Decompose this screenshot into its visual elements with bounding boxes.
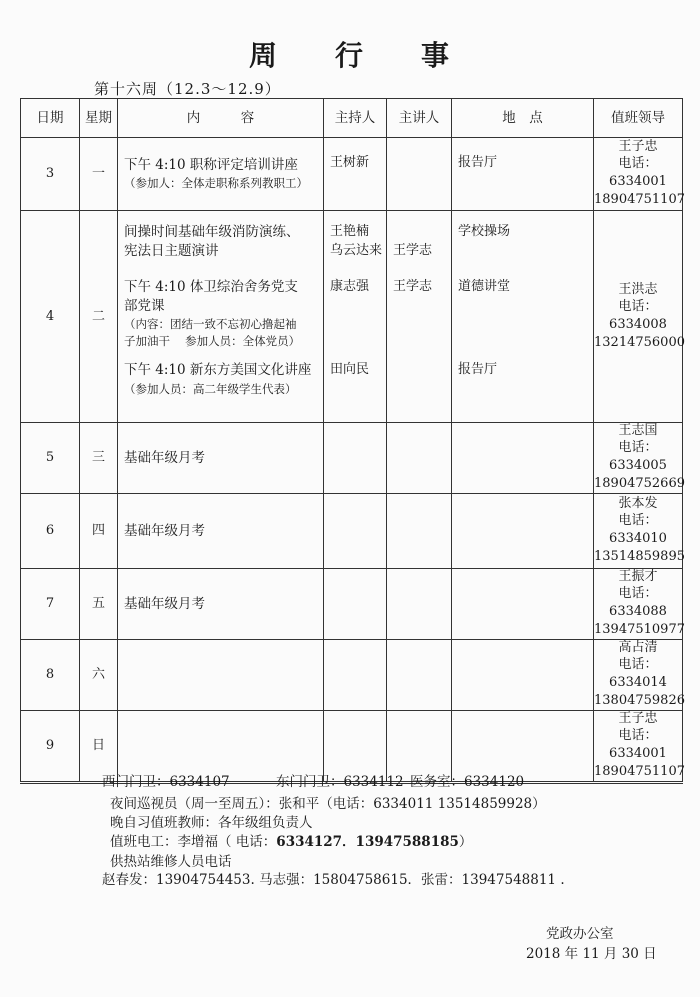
schedule-table: [20, 98, 683, 784]
duty-phone-label: 电话：: [618, 298, 658, 314]
weekday-cell: 五: [80, 569, 118, 640]
duty-name: 王子忠: [618, 139, 658, 154]
date-cell: 5: [21, 423, 80, 494]
speaker-cell: [387, 423, 452, 494]
title-char-1: 周: [248, 39, 279, 72]
duty-tel: 6334014: [609, 675, 667, 690]
date-cell: 4: [21, 211, 80, 423]
location-cell: [452, 494, 594, 569]
event-title: 间操时间基础年级消防演练、: [124, 224, 300, 240]
duty-mobile: 13947510977: [594, 622, 685, 637]
event-note-cont: 子加油干 参加人员：全体党员）: [124, 334, 301, 348]
heating-repair-title: 供热站维修人员电话: [110, 854, 232, 870]
duty-cell: [594, 640, 683, 711]
weekday-cell: 四: [80, 494, 118, 569]
content-cell: [118, 640, 324, 711]
duty-phone-label: 电话：: [618, 657, 658, 672]
duty-name: 王志国: [618, 423, 658, 438]
host-name: 康志强: [330, 279, 370, 294]
location-cell: [452, 569, 594, 640]
location-cell: [452, 423, 594, 494]
issue-date: 2018 年 11 月 30 日: [526, 946, 657, 962]
speaker-cell: [387, 569, 452, 640]
header-content: 内 容: [118, 99, 324, 138]
duty-tel: 6334005: [609, 458, 667, 473]
duty-name: 高占清: [618, 640, 658, 655]
duty-mobile: 13804759826: [594, 693, 685, 708]
duty-tel: 6334001: [609, 174, 667, 189]
table-row: [21, 640, 683, 711]
event-title: 下午 4:10 体卫综治舍务党支: [124, 279, 298, 295]
duty-cell: [594, 711, 683, 783]
duty-tel: 6334008: [609, 316, 667, 332]
electrician-phones: 6334127．13947588185: [276, 834, 459, 850]
electrician-close: ）: [458, 834, 473, 850]
west-gate-phone: 西门门卫：6334107: [102, 774, 230, 790]
host-name: 乌云达来: [330, 243, 383, 258]
table-row: [21, 494, 683, 569]
night-patrol-info: 夜间巡视员（周一至周五）：张和平（电话：6334011 13514859928）: [110, 796, 546, 812]
location-cell: [452, 211, 594, 423]
east-gate-phone: 东门门卫：6334112: [276, 774, 404, 790]
heating-repair-contacts: 赵春发：13904754453. 马志强：15804758615．张雷：13947548811 .: [102, 872, 565, 888]
location-cell: [452, 640, 594, 711]
office-signature: 党政办公室: [546, 926, 614, 942]
host-cell: [324, 423, 387, 494]
duty-name: 王子忠: [618, 711, 658, 726]
host-name: 田向民: [330, 362, 370, 377]
duty-mobile: 13514859895: [594, 549, 685, 564]
header-location: 地 点: [452, 99, 594, 138]
duty-name: 王洪志: [618, 281, 658, 297]
duty-tel: 6334010: [609, 531, 667, 546]
event-note: （参加人员：高二年级学生代表）: [124, 382, 297, 396]
duty-mobile: 18904751107: [594, 764, 685, 779]
duty-mobile: 13214756000: [594, 334, 685, 350]
weekday-cell: 一: [80, 138, 118, 211]
table-row: [21, 569, 683, 640]
duty-tel: 6334088: [609, 604, 667, 619]
date-cell: 6: [21, 494, 80, 569]
duty-phone-label: 电话：: [618, 156, 658, 171]
duty-cell: [594, 569, 683, 640]
event-note: （内容：团结一致不忘初心撸起袖: [124, 317, 297, 331]
duty-cell: [594, 423, 683, 494]
content-cell: 基础年级月考: [118, 423, 324, 494]
duty-phone-label: 电话：: [618, 586, 658, 601]
host-cell: [324, 640, 387, 711]
header-duty-leader: 值班领导: [594, 99, 683, 138]
page-title: [0, 34, 700, 74]
date-cell: 9: [21, 711, 80, 783]
weekday-cell: 二: [80, 211, 118, 423]
table-header-row: [21, 99, 683, 138]
table-row: [21, 211, 683, 423]
date-cell: 7: [21, 569, 80, 640]
clinic-phone: 医务室：6334120: [410, 774, 525, 790]
location-name: 道德讲堂: [458, 279, 511, 294]
evening-duty-info: 晚自习值班教师：各年级组负责人: [110, 815, 313, 831]
week-subtitle: 第十六周（12.3～12.9）: [94, 80, 281, 98]
event-note: （参加人：全体走职称系列教职工）: [124, 176, 308, 190]
duty-cell: [594, 211, 683, 423]
header-speaker: 主讲人: [387, 99, 452, 138]
weekday-cell: 六: [80, 640, 118, 711]
date-cell: 8: [21, 640, 80, 711]
speaker-cell: [387, 211, 452, 423]
content-cell: 基础年级月考: [118, 569, 324, 640]
title-char-2: 行: [334, 39, 365, 72]
host-cell: [324, 211, 387, 423]
electrician-label: 值班电工：李增福（ 电话：: [110, 834, 277, 850]
speaker-cell: [387, 138, 452, 211]
header-date: 日期: [21, 99, 80, 138]
event-title-cont: 宪法日主题演讲: [124, 243, 219, 259]
weekday-cell: 三: [80, 423, 118, 494]
speaker-cell: [387, 494, 452, 569]
speaker-cell: [387, 640, 452, 711]
electrician-info: [110, 830, 472, 850]
content-cell: [118, 138, 324, 211]
duty-mobile: 18904752669: [594, 476, 685, 491]
duty-name: 张本发: [618, 496, 658, 511]
duty-phone-label: 电话：: [618, 440, 658, 455]
speaker-name: 王学志: [393, 279, 433, 294]
duty-mobile: 18904751107: [594, 192, 685, 207]
duty-name: 王振才: [618, 569, 658, 584]
duty-tel: 6334001: [609, 746, 667, 761]
speaker-name: 王学志: [393, 243, 433, 258]
host-cell: [324, 569, 387, 640]
duty-cell: [594, 494, 683, 569]
event-title-cont: 部党课: [124, 298, 165, 314]
host-cell: 王树新: [324, 138, 387, 211]
duty-cell: [594, 138, 683, 211]
table-row: [21, 423, 683, 494]
title-char-3: 事: [421, 39, 452, 72]
location-cell: 报告厅: [452, 138, 594, 211]
host-cell: [324, 494, 387, 569]
content-cell: 基础年级月考: [118, 494, 324, 569]
duty-phone-label: 电话：: [618, 728, 658, 743]
event-title: 下午 4:10 职称评定培训讲座: [124, 157, 298, 173]
content-cell: [118, 211, 324, 423]
weekday-cell: 日: [80, 711, 118, 783]
duty-phone-label: 电话：: [618, 513, 658, 528]
header-host: 主持人: [324, 99, 387, 138]
host-name: 王艳楠: [330, 224, 370, 239]
location-name: 学校操场: [458, 224, 511, 239]
date-cell: 3: [21, 138, 80, 211]
event-title: 下午 4:10 新东方美国文化讲座: [124, 362, 312, 378]
table-row: [21, 138, 683, 211]
header-weekday: 星期: [80, 99, 118, 138]
location-name: 报告厅: [458, 362, 498, 377]
